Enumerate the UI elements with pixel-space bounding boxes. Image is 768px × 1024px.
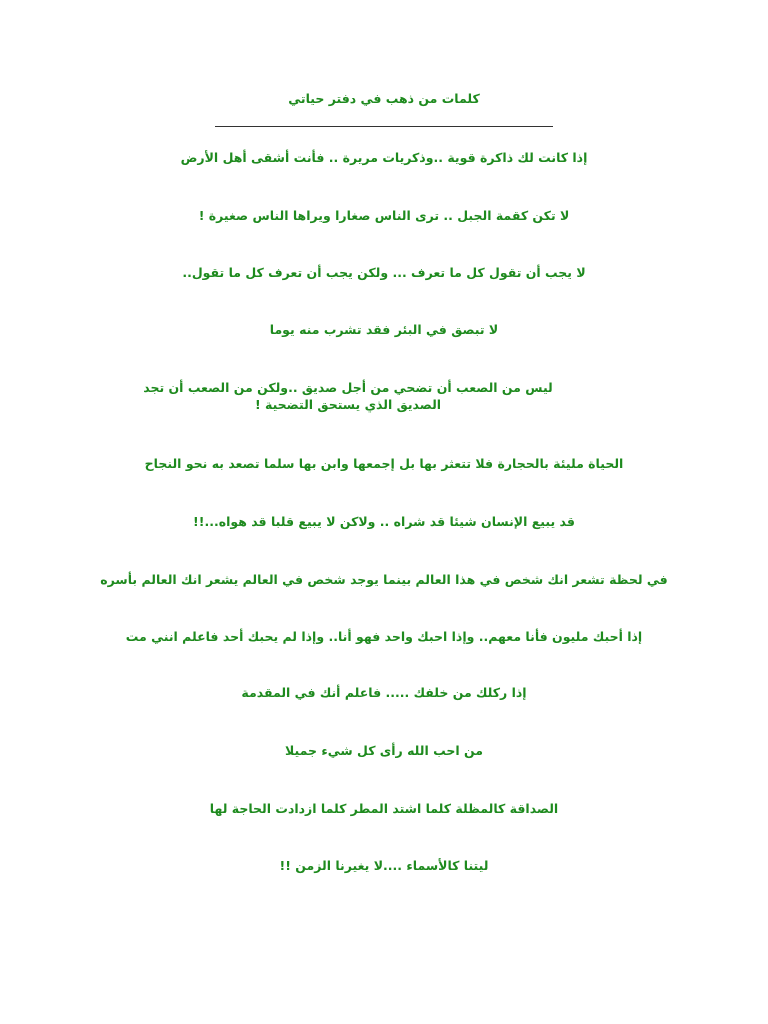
- quote-7: قد يبيع الإنسان شيئا قد شراه .. ولاكن لا يبيع قلبا قد هواه...!!: [193, 514, 575, 529]
- page-title: كلمات من ذهب في دفتر حياتي: [288, 91, 480, 106]
- quote-13: ليتنا كالأسماء ....لا يغيرنا الزمن !!: [279, 858, 489, 873]
- quote-1: إذا كانت لك ذاكرة قوية ..وذكريات مريرة .. فأنت أشقى أهل الأرض: [180, 150, 588, 165]
- quote-8: في لحظة تشعر انك شخص في هذا العالم بينما يوجد شخص في العالم يشعر انك العالم بأسره: [100, 572, 668, 587]
- title-divider: [215, 126, 553, 127]
- quote-11: من احب الله رأى كل شيء جميلا: [285, 743, 483, 758]
- quote-9: إذا أحبك مليون فأنا معهم.. وإذا احبك واحد فهو أنا.. وإذا لم يحبك أحد فاعلم انني مت: [125, 629, 643, 644]
- quote-2: لا تكن كقمة الجبل .. ترى الناس صغارا ويراها الناس صغيرة !: [198, 208, 570, 223]
- quote-10: إذا ركلك من خلفك ..... فاعلم أنك في المقدمة: [241, 685, 527, 700]
- quote-12: الصداقة كالمظلة كلما اشتد المطر كلما ازدادت الحاجة لها: [209, 801, 559, 816]
- quote-5: ليس من الصعب أن تضحي من أجل صديق ..ولكن من الصعب أن تجد الصديق الذي يستحق التضحية !: [143, 380, 553, 412]
- quote-3: لا يجب أن تقول كل ما تعرف ... ولكن يجب أن تعرف كل ما تقول..: [182, 265, 586, 280]
- quote-6: الحياة مليئة بالحجارة فلا تتعثر بها بل إجمعها وابن بها سلما تصعد به نحو النجاح: [144, 456, 624, 471]
- quote-4: لا تبصق في البئر فقد تشرب منه يوما: [269, 322, 499, 337]
